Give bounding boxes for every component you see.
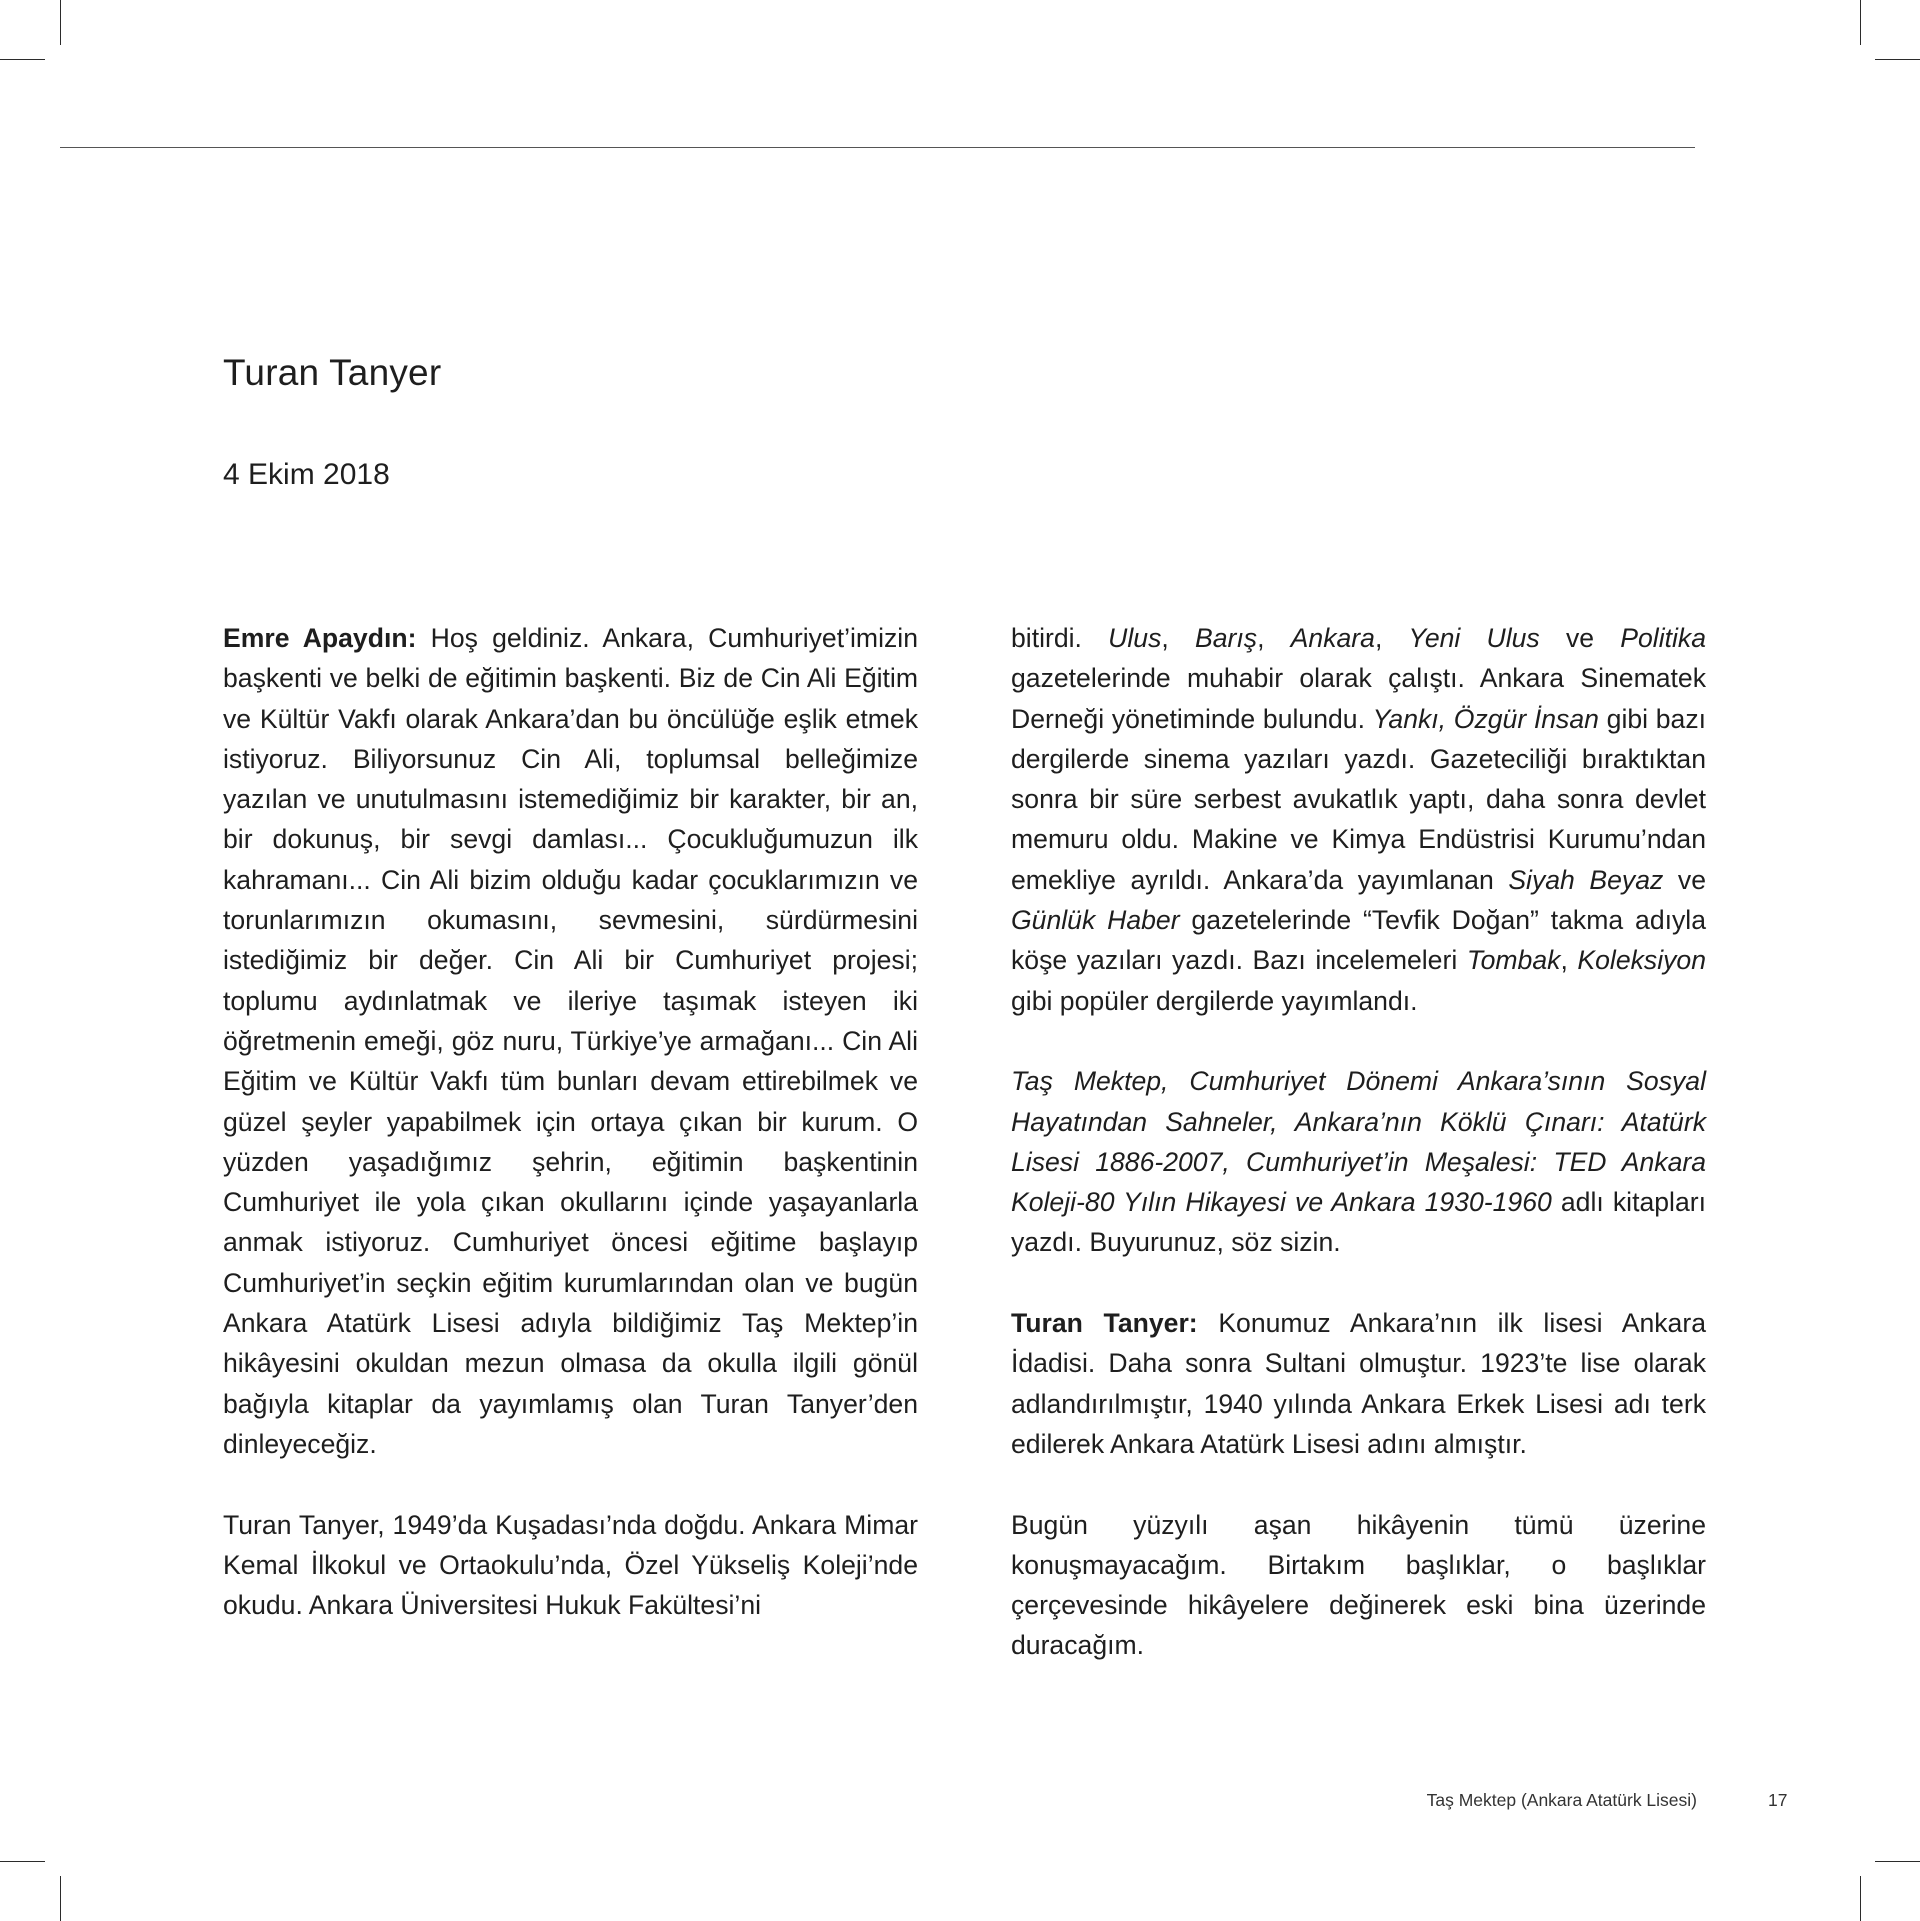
italic-title: Barış [1194,623,1258,653]
right-column [1011,618,1706,1706]
text-run: ve [1663,864,1706,895]
paragraph-closing [1011,1505,1706,1666]
crop-mark-bottom-left-h [0,1861,45,1862]
text-run: gibi bazı dergilerde sinema yazıları yazdı. Gazeteciliği bıraktıktan sonra bir süre serbest avukatlık yaptı, daha sonra devlet memuru oldu. Makine ve Kimya Endüstrisi Kurumu’ndan emekliye ayrıldı. Ankara’da yayımlanan [1011,703,1707,895]
paragraph-bio-continued [1011,618,1706,1021]
crop-mark-bottom-right-h [1875,1861,1920,1862]
paragraph-answer [1011,1303,1706,1464]
text-run: gazetelerinde muhabir olarak çalıştı. Ankara Sinematek Derneği yönetiminde bulundu. [1011,663,1706,734]
crop-mark-bottom-right-v [1860,1876,1861,1921]
page-number: 17 [1768,1790,1788,1810]
speaker-label: Turan Tanyer: [1011,1308,1198,1339]
crop-mark-top-left-v [60,0,61,45]
text-run: ve [1539,623,1621,653]
paragraph-text: Turan Tanyer, 1949’da Kuşadası’nda doğdu. Ankara Mimar Kemal İlkokul ve Ortaokulu’nda, Özel Yükseliş Koleji’nde okudu. Ankara Üniversitesi Hukuk Fakültesi’ni [223,1509,918,1621]
crop-mark-top-right-h [1875,59,1920,60]
text-run: , [1161,623,1195,653]
speaker-name: Turan Tanyer [223,352,442,393]
italic-title: Günlük Haber [1011,905,1180,936]
paragraph-text: adlı kitapları yazdı. Buyurunuz, söz sizin. [1011,1187,1706,1258]
italic-title: Koleksiyon [1577,945,1707,976]
paragraph-text: Hoş geldiniz. Ankara, Cumhuriyet’imizin başkenti ve belki de eğitimin başkenti. Biz de Cin Ali Eğitim ve Kültür Vakfı olarak Ankara’dan bu öncülüğe eşlik etmek istiyoruz. Biliyorsunuz Cin Ali, toplumsal belleğimize yazılan ve unutulmasını istemediğimiz bir karakter, bir an, bir dokunuş, bir sevgi damlası... Çocukluğumuzun ilk kahramanı... Cin Ali bizim olduğu kadar çocuklarımızın ve torunlarımızın okumasını, sevmesini, sürdürmesini istediğimiz bir değer. Cin Ali bir Cumhuriyet projesi; toplumu aydınlatmak ve ileriye taşımak isteyen iki öğretmenin emeği, göz nuru, Türkiye’ye armağanı... Cin Ali Eğitim ve Kültür Vakfı tüm bunları devam ettirebilmek ve güzel şeyler yapabilmek için ortaya çıkan bir kurum. O yüzden yaşadığımız şehrin, eğitimin başkentinin Cumhuriyet ile yola çıkan okullarını içinde yaşayanlarla anmak istiyoruz. Cumhuriyet öncesi eğitime başlayıp Cumhuriyet’in seçkin eğitim kurumlarından olan ve bugün Ankara Atatürk Lisesi adıyla bildiğimiz Taş Mektep’in hikâyesini okuldan mezun olmasa da okulla ilgili gönül bağıyla kitaplar da yayımlamış olan Turan Tanyer’den dinleyeceğiz. [223,623,918,1459]
crop-mark-top-left-h [0,59,45,60]
talk-date: 4 Ekim 2018 [223,458,390,491]
paragraph-bio-start [223,1505,918,1626]
text-run: gazetelerinde “Tevfik Doğan” takma adıyla köşe yazıları yazdı. Bazı incelemeleri [1011,905,1706,976]
speaker-label: Emre Apaydın: [223,623,417,653]
italic-title: Tombak [1466,945,1561,976]
crop-mark-top-right-v [1860,0,1861,45]
italic-title: Yeni Ulus [1408,623,1540,653]
text-run: , [1560,945,1578,976]
italic-title: Siyah Beyaz [1508,864,1664,895]
running-title: Taş Mektep (Ankara Atatürk Lisesi) [1426,1790,1697,1810]
italic-book-titles: Taş Mektep, Cumhuriyet Dönemi Ankara’sının Sosyal Hayatından Sahneler, Ankara’nın Köklü Çınarı: Atatürk Lisesi 1886-2007, Cumhuriyet’in Meşalesi: TED Ankara Koleji-80 Yılın Hikayesi ve Ankara 1930-1960 [1011,1066,1706,1218]
text-run: bitirdi. [1011,623,1109,653]
text-run: , [1257,623,1291,653]
text-run: , [1374,623,1409,653]
header-rule [60,147,1695,148]
paragraph-intro [223,618,918,1464]
italic-title: Ankara [1290,623,1375,653]
paragraph-text: Konumuz Ankara’nın ilk lisesi Ankara İdadisi. Daha sonra Sultani olmuştur. 1923’te lise olarak adlandırılmıştır, 1940 yılında Ankara Erkek Lisesi adı terk edilerek Ankara Atatürk Lisesi adını almıştır. [1011,1308,1706,1459]
italic-title: Yankı, Özgür İnsan [1372,703,1599,734]
paragraph-books [1011,1061,1706,1262]
italic-title: Ulus [1108,623,1162,653]
italic-title: Politika [1620,623,1706,653]
paragraph-text: Bugün yüzyılı aşan hikâyenin tümü üzerine konuşmayacağım. Birtakım başlıklar, o başlıklar çerçevesinde hikâyelere değinerek eski bina üzerinde duracağım. [1011,1509,1706,1661]
crop-mark-bottom-left-v [60,1876,61,1921]
text-run: gibi popüler dergilerde yayımlandı. [1011,985,1418,1016]
left-column [223,618,918,1666]
